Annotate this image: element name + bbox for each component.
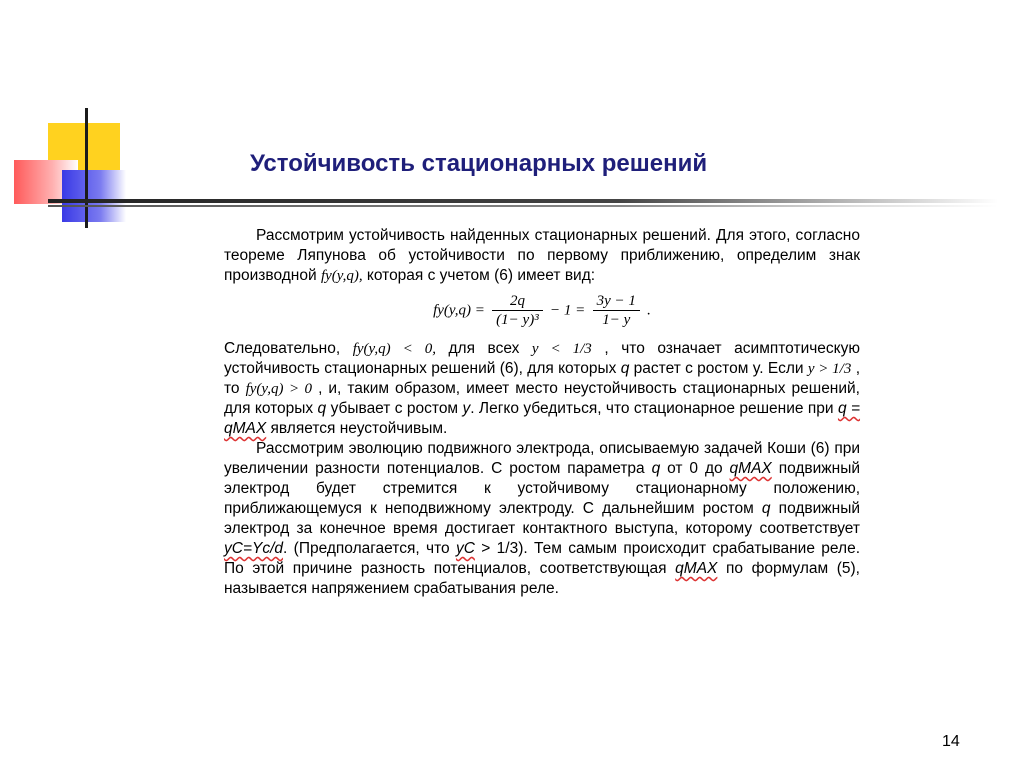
variable-q: q: [620, 360, 630, 377]
paragraph-text: для всех: [448, 340, 520, 357]
inline-formula: y > 1/3: [807, 361, 852, 377]
paragraph-text: является неустойчивым.: [270, 420, 448, 437]
fraction-denominator: 1− y: [602, 312, 631, 328]
paragraph-text: , и, таким образом, имеет место неустойчивость стационарных решений, для которых: [224, 380, 860, 417]
formula-end: .: [647, 302, 651, 319]
fraction-denominator: (1− y)³: [496, 312, 539, 328]
paragraph-3: [224, 439, 860, 599]
q-max-term: qMAX: [729, 460, 772, 477]
decor-horizontal-line: [48, 199, 998, 203]
yc-expression: yC=Yc/d: [224, 540, 284, 557]
paragraph-text: Рассмотрим эволюцию подвижного электрода, описываемую задачей Коши (6) при увеличении разности потенциалов. С ростом параметра: [224, 440, 860, 477]
fraction-numerator: 2q: [492, 292, 543, 311]
slide-title: Устойчивость стационарных решений: [250, 150, 708, 177]
paragraph-text: растет с ростом y. Если: [633, 360, 804, 377]
paragraph-text: , что означает асимптотическую устойчивость стационарных решений (6), для которых: [224, 340, 860, 377]
formula-lhs: fy(y,q) =: [433, 302, 485, 319]
paragraph-text: , то: [224, 360, 860, 397]
formula-middle: − 1 =: [550, 302, 586, 319]
inline-formula: y < 1/3: [531, 341, 592, 357]
q-max-expression: q = qMAX: [224, 400, 861, 437]
paragraph-2: [224, 339, 860, 439]
variable-q: q: [761, 500, 771, 517]
paragraph-text: по формулам (5), называется напряжением срабатывания реле.: [224, 560, 860, 597]
paragraph-1: [224, 226, 860, 286]
display-formula: [224, 292, 860, 329]
paragraph-text: . (Предполагается, что: [283, 540, 450, 557]
fraction-numerator: 3y − 1: [593, 292, 640, 311]
inline-formula: fy(y,q),: [320, 268, 363, 284]
paragraph-text: убывает с ростом: [330, 400, 459, 417]
paragraph-text: Следовательно,: [224, 340, 341, 357]
formula-fraction-1: [492, 292, 543, 329]
variable-q: q: [651, 460, 661, 477]
paragraph-text: подвижный электрод будет стремится к устойчивому стационарному положению, приближающемуся к неподвижному электроду. С дальнейшим ростом: [224, 460, 861, 517]
slide-body: [224, 226, 860, 599]
decor-horizontal-line-thin: [48, 205, 998, 207]
inline-formula: fy(y,q) < 0,: [352, 341, 436, 357]
inline-formula: fy(y,q) > 0: [245, 381, 313, 397]
variable-q: q: [317, 400, 327, 417]
paragraph-text: . Легко убедиться, что стационарное решение при: [470, 400, 834, 417]
decor-vertical-line: [85, 108, 88, 228]
yc-term: yC: [455, 540, 475, 557]
paragraph-text: > 1/3). Тем самым происходит срабатывание реле. По этой причине разность потенциалов, соответствующая: [224, 540, 860, 577]
formula-fraction-2: [593, 292, 640, 329]
paragraph-text: Рассмотрим устойчивость найденных стационарных решений. Для этого, согласно теореме Ляпунова об устойчивости по первому приближению, определим знак производной: [224, 227, 860, 284]
decor-blue-square: [62, 170, 126, 222]
paragraph-text: которая с учетом (6) имеет вид:: [366, 267, 596, 284]
page-number: 14: [942, 733, 960, 750]
q-max-term: qMAX: [675, 560, 718, 577]
paragraph-text: от 0 до: [667, 460, 723, 477]
paragraph-text: подвижный электрод за конечное время достигает контактного выступа, которому соответствует: [224, 500, 861, 537]
variable-y: y: [462, 400, 471, 417]
